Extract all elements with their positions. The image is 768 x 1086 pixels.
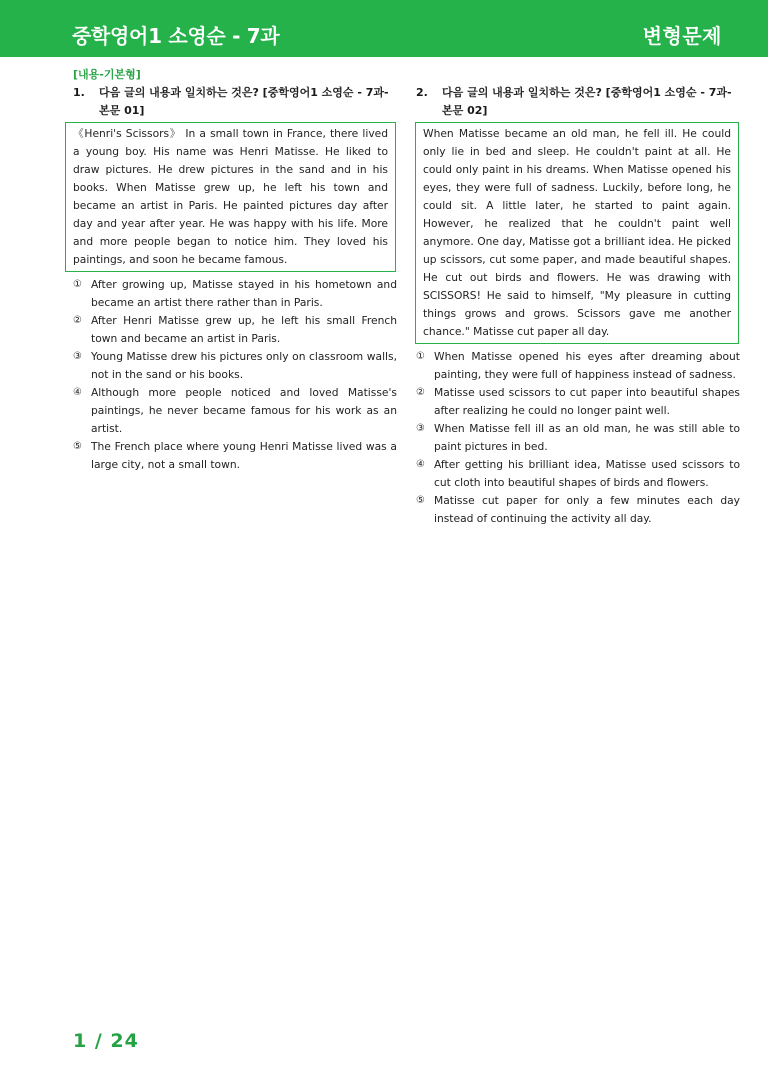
option-marker: ① bbox=[73, 279, 82, 290]
option-text: After getting his brilliant idea, Matisse used scissors to cut cloth into beautiful shapes of birds and flowers. bbox=[434, 458, 740, 489]
option-text: Matisse cut paper for only a few minutes each day instead of continuing the activity all day. bbox=[434, 494, 740, 525]
option-text: The French place where young Henri Matisse lived was a large city, not a small town. bbox=[91, 440, 397, 471]
option-text: After growing up, Matisse stayed in his hometown and became an artist there rather than in Paris. bbox=[91, 278, 397, 309]
question-header bbox=[73, 84, 397, 120]
option-marker: ⑤ bbox=[416, 495, 425, 506]
answer-options bbox=[73, 276, 397, 474]
option-marker: ⑤ bbox=[73, 441, 82, 452]
option-text: After Henri Matisse grew up, he left his small French town and became an artist in Paris. bbox=[91, 314, 397, 345]
question-prompt: 다음 글의 내용과 일치하는 것은? [중학영어1 소영순 - 7과-본문 01] bbox=[99, 86, 389, 117]
question-header bbox=[416, 84, 740, 120]
option-marker: ② bbox=[73, 315, 82, 326]
page-number: 1 / 24 bbox=[73, 1030, 139, 1052]
page-header bbox=[0, 0, 768, 57]
option-1[interactable] bbox=[73, 276, 397, 312]
option-marker: ① bbox=[416, 351, 425, 362]
section-tag: [내용-기본형] bbox=[73, 68, 141, 81]
option-text: When Matisse fell ill as an old man, he was still able to paint pictures in bed. bbox=[434, 422, 740, 453]
option-5[interactable] bbox=[416, 492, 740, 528]
question-1 bbox=[73, 84, 397, 474]
option-marker: ③ bbox=[73, 351, 82, 362]
option-4[interactable] bbox=[73, 384, 397, 438]
option-marker: ② bbox=[416, 387, 425, 398]
question-prompt: 다음 글의 내용과 일치하는 것은? [중학영어1 소영순 - 7과-본문 02] bbox=[442, 86, 732, 117]
option-3[interactable] bbox=[416, 420, 740, 456]
question-2 bbox=[416, 84, 740, 528]
option-text: When Matisse opened his eyes after dreaming about painting, they were full of happiness instead of sadness. bbox=[434, 350, 740, 381]
option-text: Matisse used scissors to cut paper into beautiful shapes after realizing he could no longer paint well. bbox=[434, 386, 740, 417]
option-marker: ③ bbox=[416, 423, 425, 434]
passage-box: When Matisse became an old man, he fell ill. He could only lie in bed and sleep. He couldn't paint at all. He could only paint in his dreams. When Matisse opened his eyes, they were full of sadness. Luckily, before long, he could sit. A little later, he started to paint again. However, he realized that he couldn't paint well anymore. One day, Matisse got a brilliant idea. He picked up scissors, cut some paper, and made beautiful shapes. He cut out birds and flowers. He was drawing with SCISSORS! He said to himself, "My pleasure in cutting things grows and grows. Scissors gave me another chance." Matisse cut paper all day. bbox=[415, 122, 739, 344]
option-1[interactable] bbox=[416, 348, 740, 384]
option-3[interactable] bbox=[73, 348, 397, 384]
option-2[interactable] bbox=[73, 312, 397, 348]
option-5[interactable] bbox=[73, 438, 397, 474]
option-marker: ④ bbox=[73, 387, 82, 398]
option-text: Young Matisse drew his pictures only on classroom walls, not in the sand or his books. bbox=[91, 350, 397, 381]
document-title: 중학영어1 소영순 - 7과 bbox=[72, 24, 280, 48]
option-text: Although more people noticed and loved Matisse's paintings, he never became famous for his work as an artist. bbox=[91, 386, 397, 435]
passage-box: 《Henri's Scissors》 In a small town in France, there lived a young boy. His name was Henri Matisse. He liked to draw pictures. He drew pictures in the sand and in his books. When Matisse grew up, he left his town and became an artist in Paris. He painted pictures day after day and year after year. He was happy with his life. More and more people began to notice him. They loved his paintings, and soon he became famous. bbox=[65, 122, 396, 272]
document-type-label: 변형문제 bbox=[642, 24, 722, 48]
answer-options bbox=[416, 348, 740, 528]
question-number: 1. bbox=[73, 86, 85, 99]
question-number: 2. bbox=[416, 86, 428, 99]
option-4[interactable] bbox=[416, 456, 740, 492]
option-marker: ④ bbox=[416, 459, 425, 470]
option-2[interactable] bbox=[416, 384, 740, 420]
